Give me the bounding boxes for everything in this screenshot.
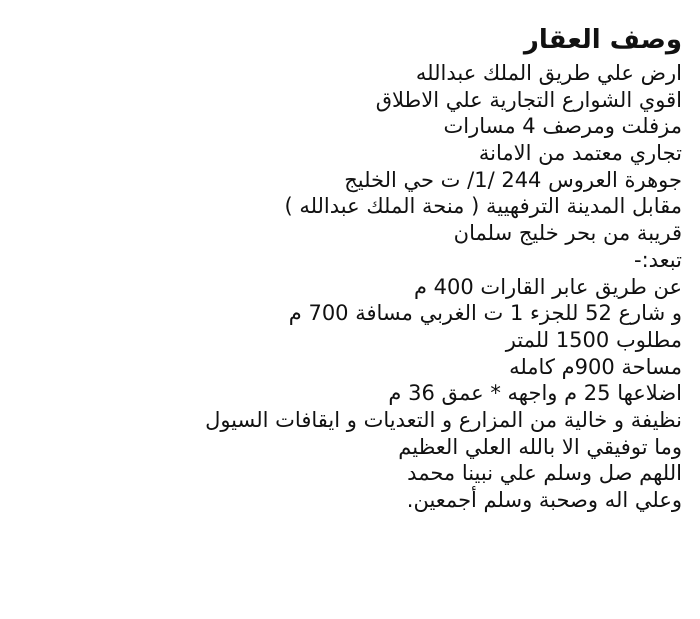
text-line: و شارع 52 للجزء 1 ت الغربي مسافة 700 م (288, 301, 682, 326)
text-line: اضلاعها 25 م واجهه * عمق 36 م (388, 381, 682, 406)
text-line: تجاري معتمد من الامانة (478, 141, 682, 166)
text-line: اللهم صل وسلم علي نبينا محمد (407, 461, 682, 486)
text-line: جوهرة العروس 244 /1/ ت حي الخليج (344, 167, 682, 192)
text-line: تبعد:- (634, 247, 682, 272)
text-line: قريبة من بحر خليج سلمان (453, 221, 682, 246)
text-line: ارض علي طريق الملك عبدالله (415, 61, 682, 85)
description-lines (12, 60, 682, 514)
text-line: مساحة 900م كامله (509, 354, 682, 379)
text-line: نظيفة و خالية من المزارع و التعديات و ايقافات السيول (205, 407, 682, 432)
property-description (12, 20, 682, 514)
text-line: وعلي اله وصحبة وسلم أجمعين. (406, 488, 682, 512)
document-title: وصف العقار (523, 25, 682, 55)
text-line: وما توفيقي الا بالله العلي العظيم (398, 434, 682, 459)
text-line: مزفلت ومرصف 4 مسارات (443, 114, 682, 139)
text-line: مطلوب 1500 للمتر (505, 327, 682, 352)
text-line: اقوي الشوارع التجارية علي الاطلاق (375, 87, 682, 112)
text-line: عن طريق عابر القارات 400 م (413, 274, 682, 299)
text-line: مقابل المدينة الترفهيية ( منحة الملك عبدالله ) (284, 194, 682, 219)
